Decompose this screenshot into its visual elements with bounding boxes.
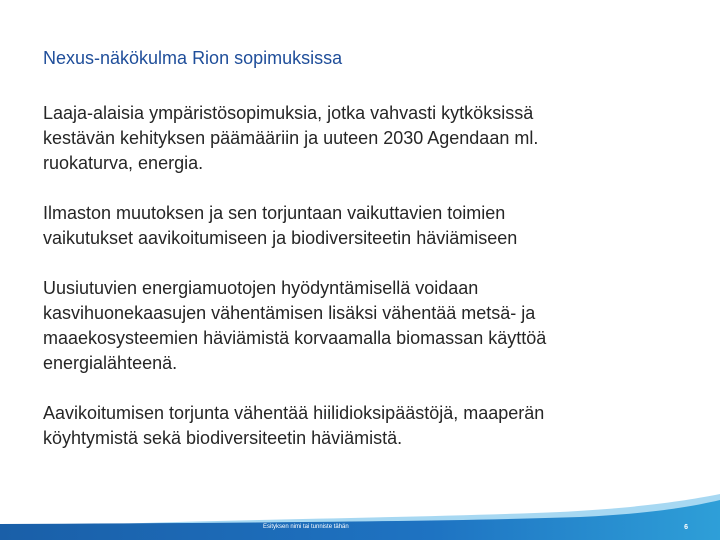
paragraph-3: Uusiutuvien energiamuotojen hyödyntämisellä voidaan kasvihuonekaasujen vähentämisen lisäksi vähentää metsä- ja maaekosysteemien häviämistä korvaamalla biomassan käyttöä energialähteenä. [43,278,547,373]
page-number: 6 [684,524,688,531]
footer-band [0,490,720,540]
slide-body [43,101,683,451]
paragraph-1: Laaja-alaisia ympäristösopimuksia, jotka vahvasti kytköksissä kestävän kehityksen päämääriin ja uuteen 2030 Agendaan ml. ruokaturva, energia. [43,103,539,173]
slide-title: Nexus-näkökulma Rion sopimuksissa [43,48,343,68]
footer-wave-graphic [0,490,720,540]
paragraph-2: Ilmaston muutoksen ja sen torjuntaan vaikuttavien toimien vaikutukset aavikoitumiseen ja biodiversiteetin häviämiseen [43,203,518,248]
footer-text: Esityksen nimi tai tunniste tähän [263,524,349,530]
paragraph-4: Aavikoitumisen torjunta vähentää hiilidioksipäästöjä, maaperän köyhtymistä sekä biodiversiteetin häviämistä. [43,403,545,448]
